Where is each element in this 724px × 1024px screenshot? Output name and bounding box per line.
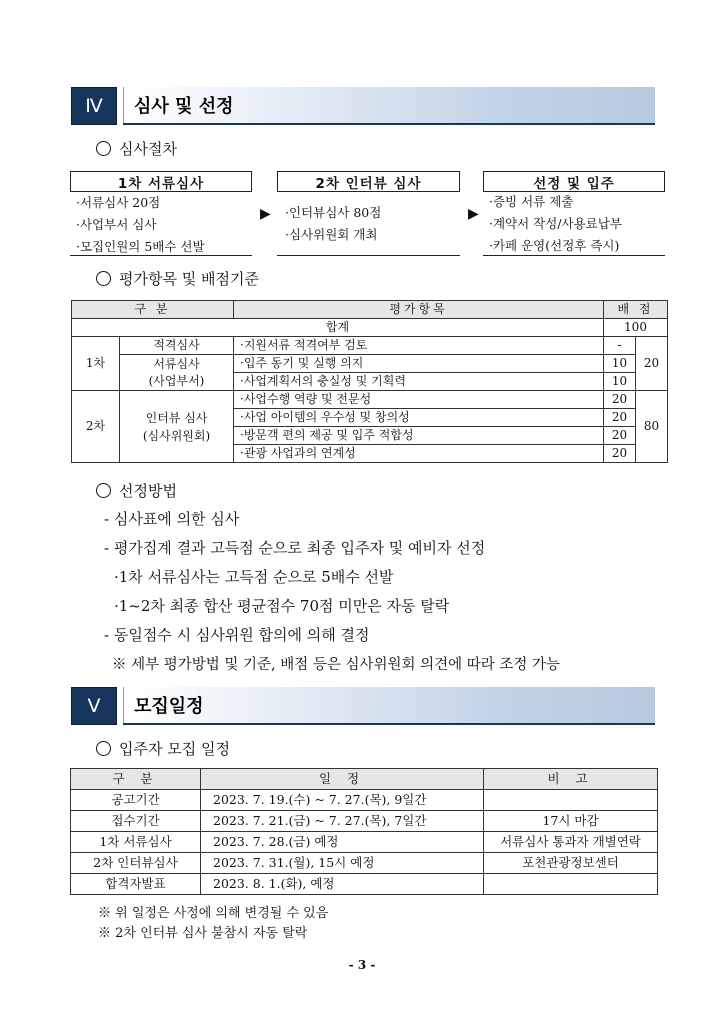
sub-eligibility: 적격심사 [120,337,234,355]
schedule-header: 구 분 [71,769,201,790]
schedule-category: 2차 인터뷰심사 [71,853,201,874]
section4-underline [123,123,655,125]
sub-interview-line2: (심사위원회) [142,428,211,443]
method-note: ※ 세부 평가방법 및 기준, 배점 등은 심사위원회 의견에 따라 조정 가능 [112,657,560,673]
schedule-date: 2023. 7. 19.(수) ~ 7. 27.(목), 9일간 [201,790,484,811]
schedule-table [70,768,658,895]
procedure-heading: 심사절차 [96,138,177,159]
criteria-item: ·사업 아이템의 우수성 및 창의성 [234,409,604,427]
criteria-table [71,300,668,463]
sub-document-line1: 서류심사 [153,356,200,371]
method-line: - 동일점수 시 심사위원 합의에 의해 결정 [104,626,370,644]
section4-title: 심사 및 선정 [123,87,655,123]
table-header-row [72,301,668,319]
table-row [71,832,658,853]
total-label: 합계 [72,319,604,337]
step2-title: 2차 인터뷰 심사 [277,171,460,192]
method-line: ·1~2차 최종 합산 평균점수 70점 미만은 자동 탈락 [114,597,450,615]
stage2-subtotal: 80 [636,391,668,463]
arrow-right-icon: ▶ [468,206,479,222]
schedule-header: 비 고 [484,769,658,790]
criteria-score: 20 [604,445,636,463]
table-row [72,391,668,409]
criteria-item: ·지원서류 적격여부 검토 [234,337,604,355]
method-line: ·1차 서류심사는 고득점 순으로 5배수 선발 [114,568,394,586]
sub-interview [120,391,234,463]
criteria-score: 20 [604,391,636,409]
schedule-note [484,790,658,811]
sub-document-review [120,355,234,391]
criteria-heading: 평가항목 및 배점기준 [96,268,259,289]
schedule-category: 공고기간 [71,790,201,811]
step3-item: ·계약서 작성/사용료납부 [489,216,622,231]
step3-list [489,192,622,256]
step2-item: ·인터뷰심사 80점 [285,205,382,220]
table-row [72,355,668,373]
table-row [71,790,658,811]
method-heading: 선정방법 [96,480,177,501]
step2-item: ·심사위원회 개최 [285,227,378,242]
section4-number: Ⅳ [71,87,117,125]
schedule-note-line: ※ 2차 인터뷰 심사 불참시 자동 탈락 [98,926,308,941]
circle-bullet-icon [96,741,111,756]
sub-document-line2: (사업부서) [148,373,205,388]
criteria-item: ·입주 동기 및 실행 의지 [234,355,604,373]
schedule-date: 2023. 7. 21.(금) ~ 7. 27.(목), 7일간 [201,811,484,832]
schedule-category: 접수기간 [71,811,201,832]
step3-item: ·카페 운영(선정후 즉시) [489,238,620,253]
table-row [71,874,658,895]
step3-item: ·증빙 서류 제출 [489,194,574,209]
schedule-note-line: ※ 위 일정은 사정에 의해 변경될 수 있음 [98,906,329,921]
step3-bottom-line [483,255,665,256]
stage-2: 2차 [72,391,120,463]
step1-list [76,193,205,257]
arrow-right-icon: ▶ [260,206,271,222]
circle-bullet-icon [96,271,111,286]
schedule-header: 일 정 [201,769,484,790]
header-items: 평가항목 [234,301,604,319]
circle-bullet-icon [96,483,111,498]
circle-bullet-icon [96,141,111,156]
step1-title: 1차 서류심사 [70,171,252,192]
schedule-note: 17시 마감 [484,811,658,832]
schedule-date: 2023. 7. 28.(금) 예정 [201,832,484,853]
table-row [72,337,668,355]
stage1-subtotal: 20 [636,337,668,391]
criteria-item: ·방문객 편의 제공 및 입주 적합성 [234,427,604,445]
step2-bottom-line [277,255,460,256]
criteria-score: 20 [604,409,636,427]
sub-interview-line1: 인터뷰 심사 [145,410,208,425]
step1-item: ·서류심사 20점 [76,195,161,210]
stage-1: 1차 [72,337,120,391]
section5-underline [123,723,655,725]
header-category: 구 분 [72,301,234,319]
total-row [72,319,668,337]
total-score: 100 [604,319,668,337]
step3-title: 선정 및 입주 [483,171,665,192]
step1-item: ·사업부서 심사 [76,217,157,232]
schedule-category: 1차 서류심사 [71,832,201,853]
table-row [71,853,658,874]
step2-list [285,203,381,245]
method-line: - 평가집계 결과 고득점 순으로 최종 입주자 및 예비자 선정 [104,539,486,557]
schedule-date: 2023. 8. 1.(화), 예정 [201,874,484,895]
method-line: - 심사표에 의한 심사 [104,510,240,528]
step1-bottom-line [70,255,252,256]
criteria-score: 10 [604,373,636,391]
page-number: - 3 - [348,958,376,972]
criteria-score: 20 [604,427,636,445]
criteria-item: ·사업계획서의 충실성 및 기획력 [234,373,604,391]
step1-item: ·모집인원의 5배수 선발 [76,239,205,254]
schedule-note [484,874,658,895]
schedule-heading: 입주자 모집 일정 [96,738,230,759]
schedule-category: 합격자발표 [71,874,201,895]
criteria-score: - [604,337,636,355]
schedule-note: 포천관광정보센터 [484,853,658,874]
header-score: 배 점 [604,301,668,319]
schedule-date: 2023. 7. 31.(월), 15시 예정 [201,853,484,874]
schedule-note: 서류심사 통과자 개별연락 [484,832,658,853]
section5-title: 모집일정 [123,687,655,723]
criteria-score: 10 [604,355,636,373]
section5-number: Ⅴ [71,687,117,725]
criteria-item: ·사업수행 역량 및 전문성 [234,391,604,409]
table-row [71,811,658,832]
criteria-item: ·관광 사업과의 연계성 [234,445,604,463]
table-header-row [71,769,658,790]
